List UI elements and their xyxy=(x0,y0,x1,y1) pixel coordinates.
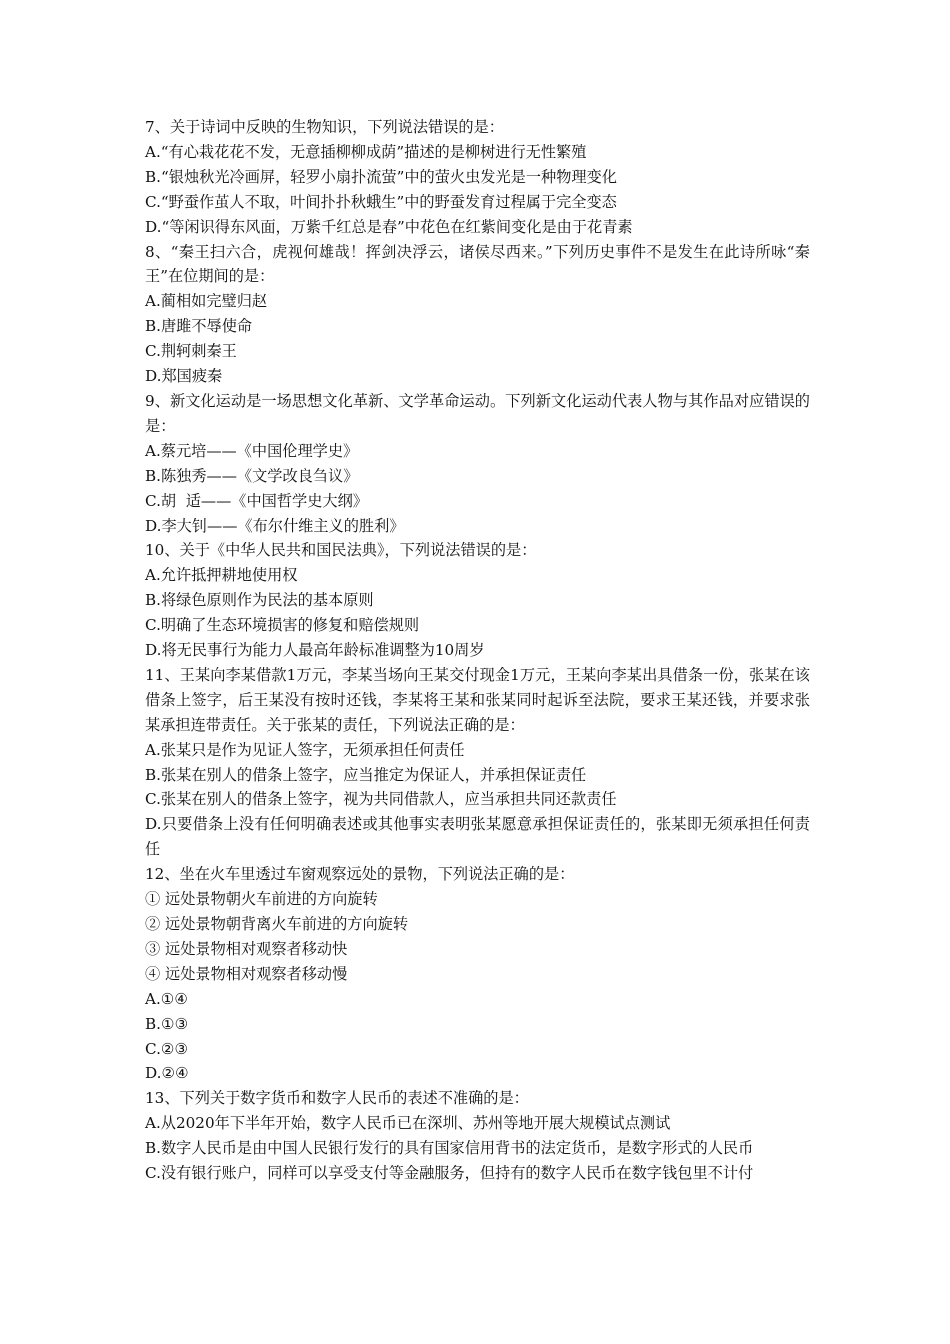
option-a: A.蔡元培——《中国伦理学史》 xyxy=(145,441,359,460)
question-13 xyxy=(145,1086,810,1186)
option-d: D.②④ xyxy=(145,1064,189,1083)
question-11 xyxy=(145,663,810,862)
statement-3: ③ 远处景物相对观察者移动快 xyxy=(145,939,348,958)
option-a: A.张某只是作为见证人签字，无须承担任何责任 xyxy=(145,740,465,759)
option-b: B.陈独秀——《文学改良刍议》 xyxy=(145,466,359,485)
question-stem: 13、下列关于数字货币和数字人民币的表述不准确的是： xyxy=(145,1089,529,1108)
option-a: A.①④ xyxy=(145,989,189,1008)
statement-1: ① 远处景物朝火车前进的方向旋转 xyxy=(145,890,378,909)
option-c: C.胡 适——《中国哲学史大纲》 xyxy=(145,491,368,510)
question-12 xyxy=(145,862,810,1086)
question-stem: 9、新文化运动是一场思想文化革新、文学革命运动。下列新文化运动代表人物与其作品对应错误的是： xyxy=(145,391,810,435)
option-d: D.“等闲识得东风面，万紫千红总是春”中花色在红紫间变化是由于花青素 xyxy=(145,217,633,236)
option-c: C.“野蚕作茧人不取，叶间扑扑秋蛾生”中的野蚕发育过程属于完全变态 xyxy=(145,192,617,211)
question-stem: 8、“秦王扫六合，虎视何雄哉！挥剑决浮云，诸侯尽西来。”下列历史事件不是发生在此诗所咏“秦王”在位期间的是： xyxy=(145,242,810,286)
question-8 xyxy=(145,240,810,389)
option-b: B.“银烛秋光冷画屏，轻罗小扇扑流萤”中的萤火虫发光是一种物理变化 xyxy=(145,167,617,186)
question-stem: 11、王某向李某借款1万元，李某当场向王某交付现金1万元，王某向李某出具借条一份，张某在该借条上签字，后王某没有按时还钱，李某将王某和张某同时起诉至法院，要求王某还钱，并要求张某承担连带责任。关于张某的责任，下列说法正确的是： xyxy=(145,665,810,734)
question-9 xyxy=(145,389,810,538)
option-b: B.①③ xyxy=(145,1014,189,1033)
option-a: A.蔺相如完璧归赵 xyxy=(145,292,268,311)
question-stem: 7、关于诗词中反映的生物知识，下列说法错误的是： xyxy=(145,118,504,136)
question-stem: 10、关于《中华人民共和国民法典》，下列说法错误的是： xyxy=(145,541,537,560)
option-a: A.从2020年下半年开始，数字人民币已在深圳、苏州等地开展大规模试点测试 xyxy=(145,1114,671,1133)
option-c: C.②③ xyxy=(145,1039,189,1058)
document-page xyxy=(145,115,810,1186)
option-b: B.将绿色原则作为民法的基本原则 xyxy=(145,591,374,610)
option-d: D.将无民事行为能力人最高年龄标准调整为10周岁 xyxy=(145,641,485,660)
statement-2: ② 远处景物朝背离火车前进的方向旋转 xyxy=(145,915,409,933)
option-b: B.数字人民币是由中国人民银行发行的具有国家信用背书的法定货币，是数字形式的人民币 xyxy=(145,1139,754,1158)
option-d: D.李大钊——《布尔什维主义的胜利》 xyxy=(145,516,405,535)
option-a: A.“有心栽花花不发，无意插柳柳成荫”描述的是柳树进行无性繁殖 xyxy=(145,142,587,161)
question-7 xyxy=(145,115,810,240)
option-d: D.只要借条上没有任何明确表述或其他事实表明张某愿意承担保证责任的，张某即无须承担任何责任 xyxy=(145,815,810,859)
option-a: A.允许抵押耕地使用权 xyxy=(145,566,298,585)
question-stem: 12、坐在火车里透过车窗观察远处的景物，下列说法正确的是： xyxy=(145,865,575,884)
option-b: B.张某在别人的借条上签字，应当推定为保证人，并承担保证责任 xyxy=(145,765,587,784)
option-c: C.没有银行账户，同样可以享受支付等金融服务，但持有的数字人民币在数字钱包里不计付 xyxy=(145,1164,754,1183)
option-c: C.明确了生态环境损害的修复和赔偿规则 xyxy=(145,616,420,635)
option-b: B.唐雎不辱使命 xyxy=(145,317,253,336)
option-c: C.荆轲刺秦王 xyxy=(145,342,237,361)
option-c: C.张某在别人的借条上签字，视为共同借款人，应当承担共同还款责任 xyxy=(145,790,617,809)
option-d: D.郑国疲秦 xyxy=(145,367,223,386)
question-10 xyxy=(145,538,810,663)
statement-4: ④ 远处景物相对观察者移动慢 xyxy=(145,964,348,983)
